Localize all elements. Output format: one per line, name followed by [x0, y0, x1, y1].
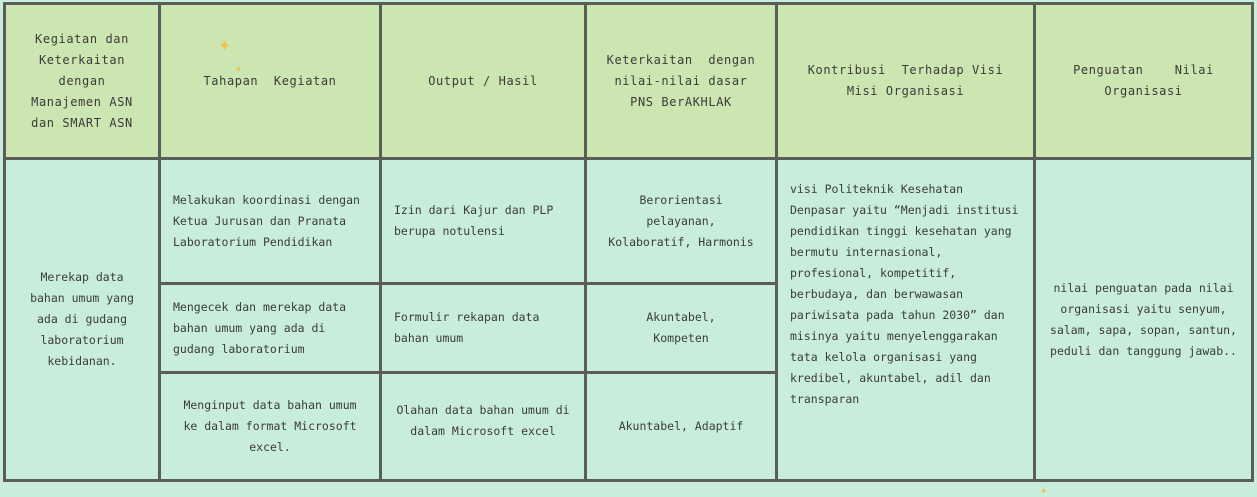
header-kegiatan: Kegiatan dan Keterkaitan dengan Manajemen ASN dan SMART ASN: [31, 31, 133, 130]
header-output: Output / Hasil: [428, 73, 538, 88]
output-cell: [381, 159, 586, 284]
nilai-cell: [586, 284, 777, 373]
sparkle-icon: ✦: [218, 32, 232, 57]
nilai-text: Akuntabel, Kompeten: [646, 310, 716, 345]
header-cell-penguatan: [1035, 4, 1253, 159]
output-cell: [381, 373, 586, 481]
output-text: Formulir rekapan data bahan umum: [394, 310, 540, 345]
header-cell-kontribusi: [777, 4, 1035, 159]
nilai-text: Akuntabel, Adaptif: [618, 419, 744, 433]
header-row: [5, 4, 1253, 159]
activity-cell: [5, 159, 160, 481]
tahapan-text: Menginput data bahan umum ke dalam format Microsoft excel.: [183, 398, 357, 454]
header-cell-nilai: [586, 4, 777, 159]
header-kontribusi: Kontribusi Terhadap Visi Misi Organisasi: [807, 63, 1012, 98]
tahapan-cell: [160, 159, 381, 284]
penguatan-text: nilai penguatan pada nilai organisasi yaitu senyum, salam, sapa, sopan, santun, peduli dan tanggung jawab..: [1050, 280, 1237, 358]
kontribusi-text: visi Politeknik Kesehatan Denpasar yaitu “Menjadi institusi pendidikan tinggi kesehatan yang bermutu internasional, profesional, kompetitif, berbudaya, dan berwawasan pariwisata pada tahun 2030” dan misinya yaitu menyelenggarakan tata kelola organisasi yang kredibel, akuntabel, adil dan transparan: [790, 182, 1019, 406]
output-cell: [381, 284, 586, 373]
output-text: Izin dari Kajur dan PLP berupa notulensi: [394, 203, 554, 238]
nilai-cell: [586, 373, 777, 481]
tahapan-cell: [160, 284, 381, 373]
penguatan-cell: [1035, 159, 1253, 481]
tahapan-text: Melakukan koordinasi dengan Ketua Jurusan dan Pranata Laboratorium Pendidikan: [173, 192, 360, 249]
sparkle-corner-icon: ✦: [1040, 483, 1048, 497]
header-penguatan: Penguatan Nilai Organisasi: [1073, 63, 1222, 98]
header-cell-kegiatan: [5, 4, 160, 159]
nilai-cell: [586, 159, 777, 284]
activity-text: Merekap data bahan umum yang ada di gudang laboratorium kebidanan.: [30, 270, 134, 368]
output-text: Olahan data bahan umum di dalam Microsoft excel: [396, 402, 570, 438]
tahapan-cell: [160, 373, 381, 481]
sparkle-small-icon: ✦: [235, 61, 243, 75]
nilai-text: Berorientasi pelayanan, Kolaboratif, Harmonis: [608, 192, 754, 249]
header-tahapan: Tahapan Kegiatan: [203, 73, 337, 88]
kontribusi-cell: [777, 159, 1035, 481]
header-cell-tahapan: [160, 4, 381, 159]
table-row: [5, 159, 1253, 284]
header-nilai: Keterkaitan dengan nilai-nilai dasar PNS BerAKHLAK: [606, 52, 764, 109]
activity-table: [3, 2, 1254, 482]
tahapan-text: Mengecek dan merekap data bahan umum yang ada di gudang laboratorium: [173, 299, 347, 356]
header-cell-output: [381, 4, 586, 159]
